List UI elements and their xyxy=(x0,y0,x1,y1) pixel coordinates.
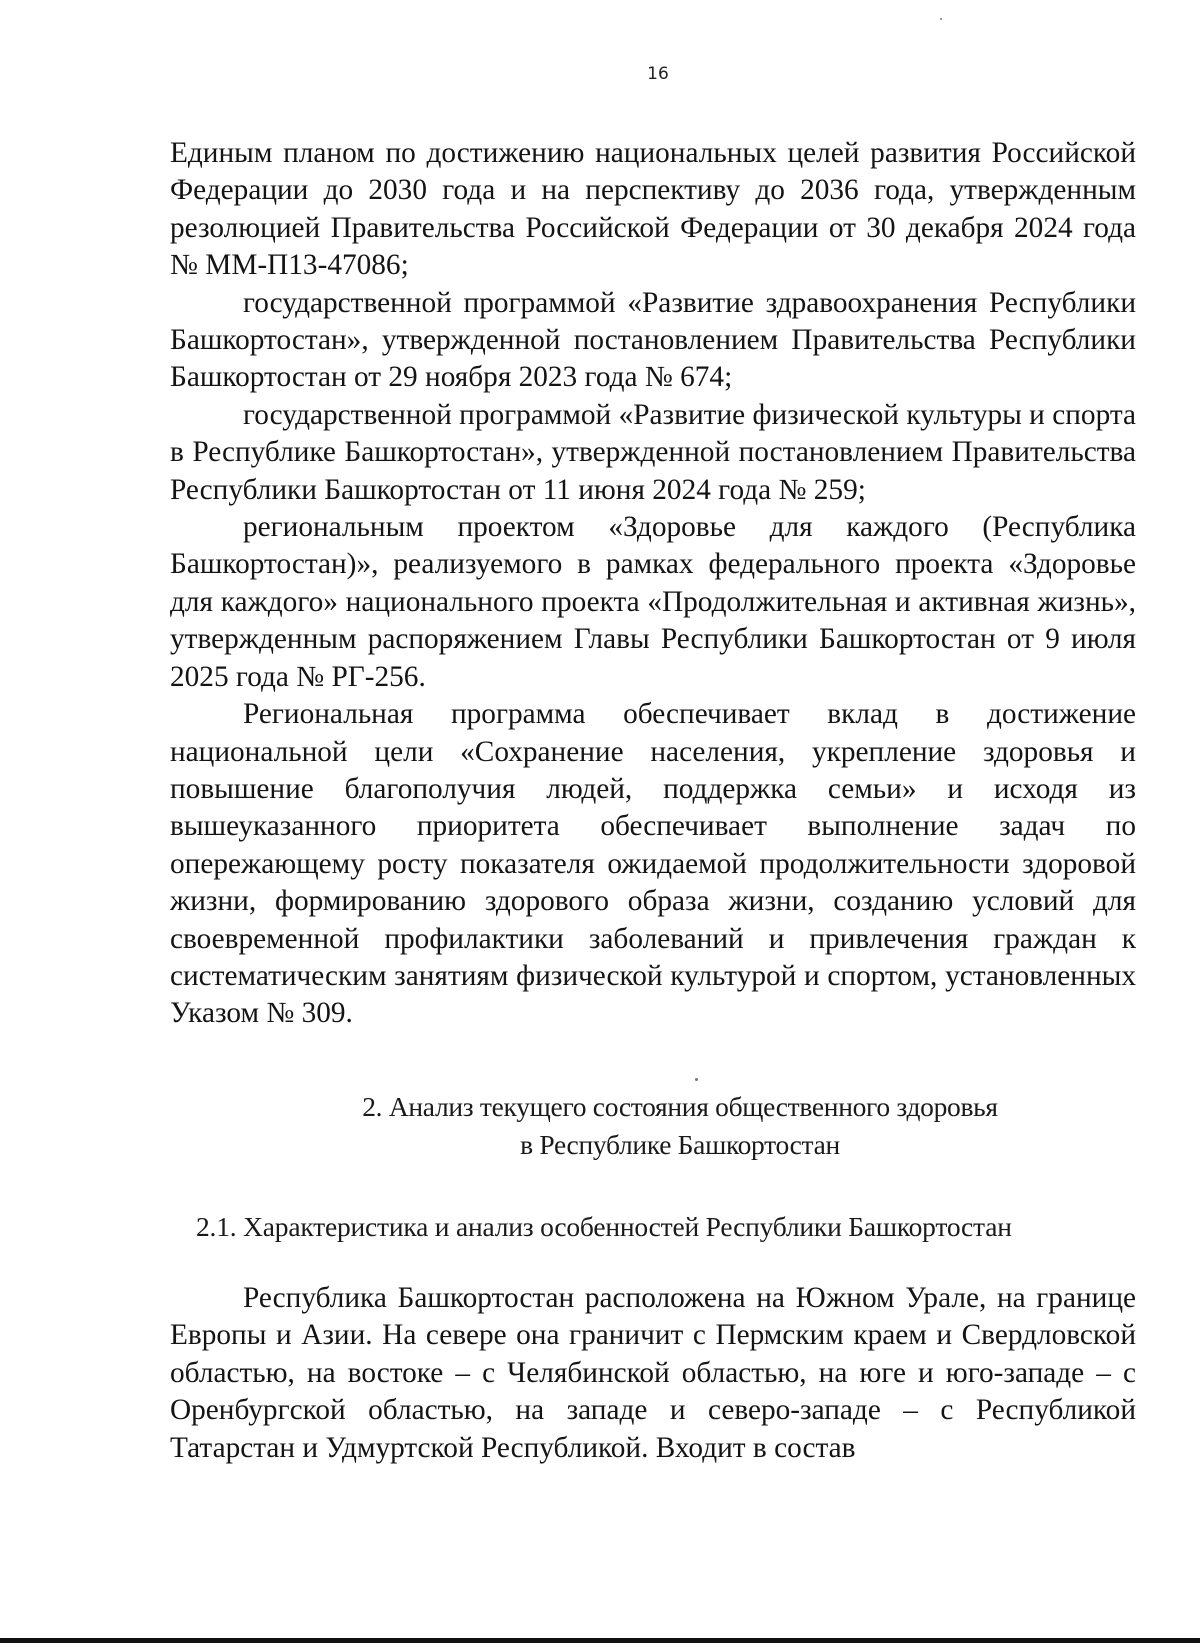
paragraph-regional-project: региональным проектом «Здоровье для каждого (Республика Башкортостан)», реализуемого в рамках федерального проекта «Здоровье для каждого» национального проекта «Продолжительная и активная жизнь», утвержденным распоряжением Главы Республики Башкортостан от 9 июля 2025 года № РГ-256. xyxy=(170,511,1136,693)
section-heading-line-1: 2. Анализ текущего состояния общественного здоровья xyxy=(362,1091,998,1122)
scan-speck xyxy=(695,1078,698,1081)
paragraph-program-contribution: Региональная программа обеспечивает вклад в достижение национальной цели «Сохранение населения, укрепление здоровья и повышение благополучия людей, поддержка семьи» и исходя из вышеуказанного приоритета обеспечивает выполнение задач по опережающему росту показателя ожидаемой продолжительности здоровой жизни, формированию здорового образа жизни, созданию условий для своевременной профилактики заболеваний и привлечения граждан к систематическим занятиям физической культурой и спортом, установленных Указом № 309. xyxy=(170,698,1136,1030)
section-heading-line-2: в Республике Башкортостан xyxy=(520,1129,840,1160)
paragraph-healthcare-program: государственной программой «Развитие здравоохранения Республики Башкортостан», утвержденной постановлением Правительства Республики Башкортостан от 29 ноября 2023 года № 674; xyxy=(170,286,1136,394)
paragraph-geography: Республика Башкортостан расположена на Южном Урале, на границе Европы и Азии. На севере она граничит с Пермским краем и Свердловской областью, на востоке – с Челябинской областью, на юге и юго-западе – с Оренбургской областью, на западе и северо-западе – с Республикой Татарстан и Удмуртской Республикой. Входит в состав xyxy=(170,1282,1136,1464)
scan-edge-line xyxy=(0,1638,1200,1643)
paragraph-sport-program: государственной программой «Развитие физической культуры и спорта в Республике Башкортостан», утвержденной постановлением Правительства Республики Башкортостан от 11 июня 2024 года № 259; xyxy=(170,398,1136,506)
subsection-heading: 2.1. Характеристика и анализ особенностей Республики Башкортостан xyxy=(196,1211,1012,1242)
section-heading xyxy=(190,1088,1170,1164)
paragraph-plan-reference: Единым планом по достижению национальных целей развития Российской Федерации до 2030 года и на перспективу до 2036 года, утвержденным резолюцией Правительства Российской Федерации от 30 декабря 2024 года № ММ-П13-47086; xyxy=(170,137,1136,282)
body-text-top xyxy=(170,135,1136,1033)
page-number: 16 xyxy=(647,64,669,84)
body-text-bottom xyxy=(170,1280,1136,1467)
scan-speck xyxy=(940,18,942,20)
